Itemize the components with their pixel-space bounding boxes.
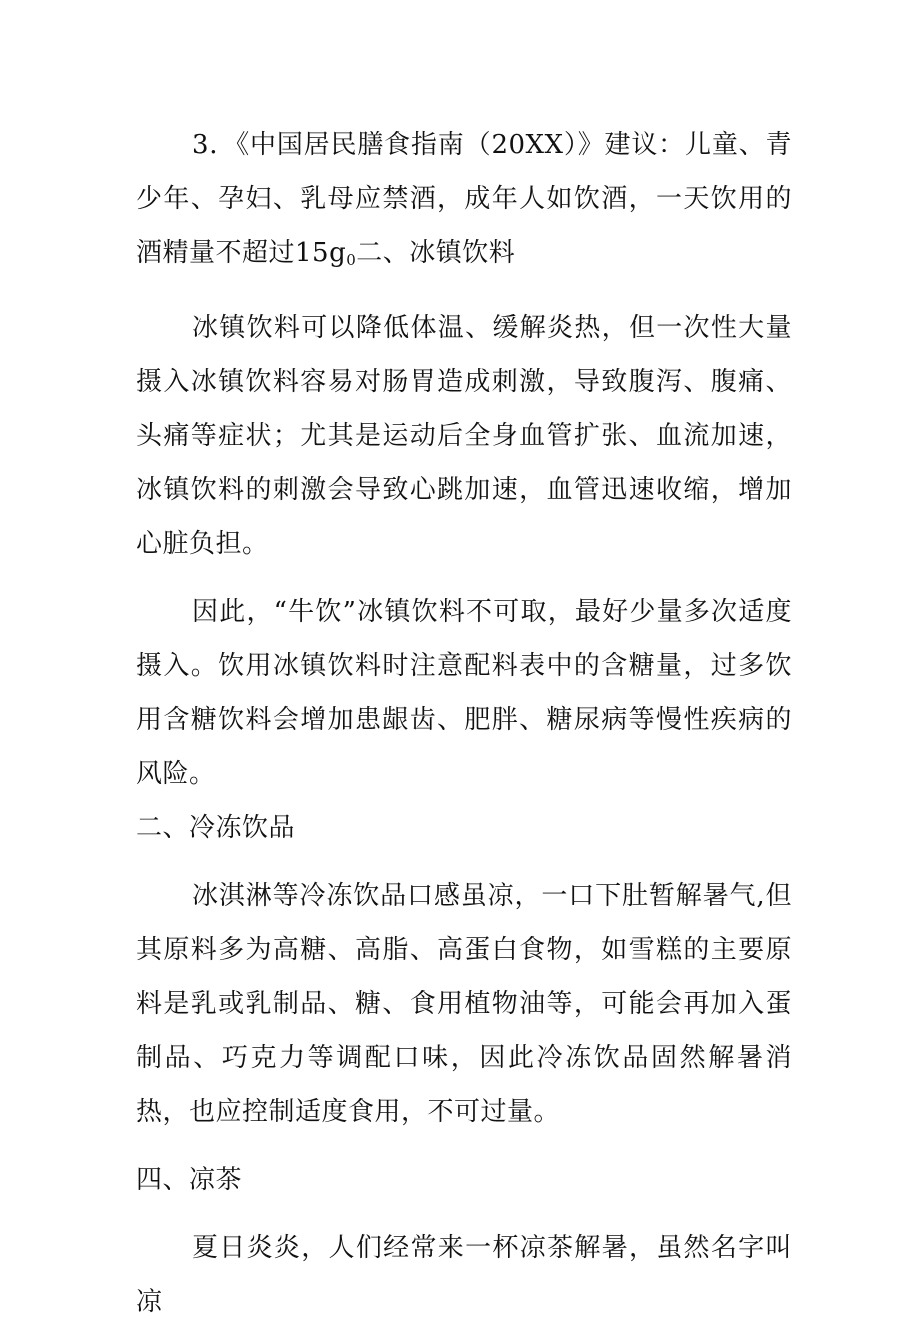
paragraph-herbal-tea: 夏日炎炎，人们经常来一杯凉茶解暑，虽然名字叫凉: [136, 1233, 792, 1317]
paragraph-guideline-text: 3．《中国居民膳食指南（20XX）》建议：儿童、青少年、孕妇、乳母应禁酒，成年人如饮酒，一天饮用的酒精量不超过15g: [136, 130, 792, 268]
paragraph-iced-drinks-effects: 冰镇饮料可以降低体温、缓解炎热，但一次性大量摄入冰镇饮料容易对肠胃造成刺激，导致腹泻、腹痛、头痛等症状；尤其是运动后全身血管扩张、血流加速，冰镇饮料的刺激会导致心跳加速，血管迅速收缩，增加心脏负担。: [136, 313, 792, 559]
paragraph-gap: [136, 571, 792, 585]
paragraph-guideline-alcohol: [136, 118, 792, 287]
paragraph-frozen-drinks: 冰淇淋等冷冻饮品口感虽凉，一口下肚暂解暑气,但其原料多为高糖、高脂、高蛋白食物，如雪糕的主要原料是乳或乳制品、糖、食用植物油等，可能会再加入蛋制品、巧克力等调配口味，因此冷冻饮品固然解暑消热，也应控制适度食用，不可过量。: [136, 881, 792, 1127]
section-heading-herbal-tea: 四、凉茶: [136, 1165, 243, 1195]
document-body: [136, 118, 792, 1329]
subscript-zero: 0: [346, 251, 357, 269]
section-heading-iced-drinks: 二、冰镇饮料: [356, 238, 516, 268]
paragraph-gap: [136, 1139, 792, 1153]
paragraph-gap: [136, 855, 792, 869]
paragraph-gap: [136, 1207, 792, 1221]
paragraph-gap: [136, 287, 792, 301]
paragraph-iced-drinks-advice: 因此，“牛饮”冰镇饮料不可取，最好少量多次适度摄入。饮用冰镇饮料时注意配料表中的含糖量，过多饮用含糖饮料会增加患龈齿、肥胖、糖尿病等慢性疾病的风险。: [136, 597, 792, 789]
section-heading-frozen-drinks: 二、冷冻饮品: [136, 813, 296, 843]
